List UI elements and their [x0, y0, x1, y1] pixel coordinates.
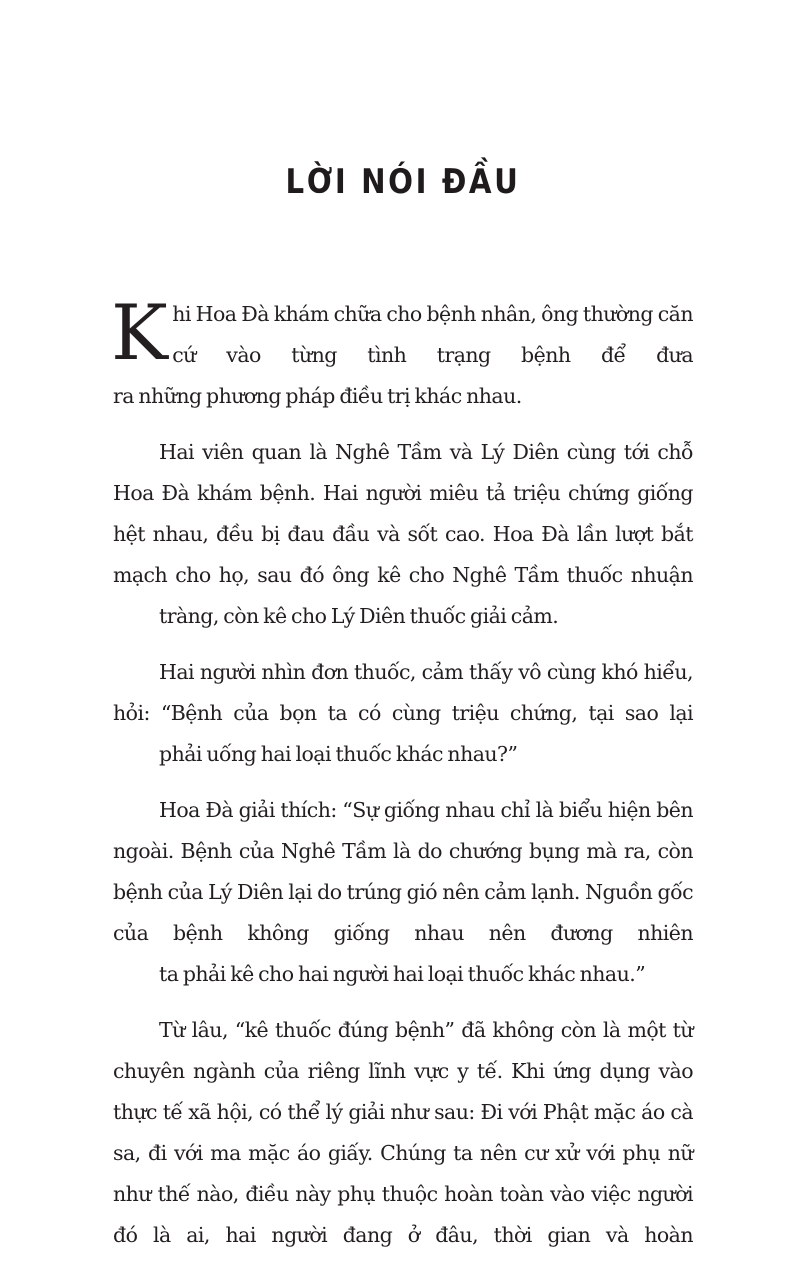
paragraph-text: Hai người nhìn đơn thuốc, cảm thấy vô cùng khó hiểu, hỏi: “Bệnh của bọn ta có cùng triệu chứng, tại sao lại — [113, 660, 693, 725]
paragraph — [113, 652, 693, 775]
intro-paragraph — [111, 288, 693, 417]
paragraph-last-line: tràng, còn kê cho Lý Diên thuốc giải cảm. — [159, 604, 559, 628]
paragraph-text: Từ lâu, “kê thuốc đúng bệnh” đã không còn là một từ chuyên ngành của riêng lĩnh vực y tế. Khi ứng dụng vào thực tế xã hội, có thể lý giải như sau: Đi với Phật mặc áo cà sa, đi với ma mặc áo giấy. Chúng ta nên cư xử với phụ nữ như thế nào, điều này phụ thuộc hoàn toàn vào việc người đó là ai, hai người đang ở đâu, thời gian và hoàn — [113, 1018, 693, 1247]
intro-text: hi Hoa Đà khám chữa cho bệnh nhân, ông thường căn cứ vào từng tình trạng bệnh để đưa — [172, 302, 693, 367]
paragraph-last-line: ta phải kê cho hai người hai loại thuốc khác nhau.” — [159, 962, 646, 986]
paragraph — [113, 1010, 693, 1256]
paragraph-last-line: phải uống hai loại thuốc khác nhau?” — [159, 742, 518, 766]
paragraph-text: Hoa Đà giải thích: “Sự giống nhau chỉ là biểu hiện bên ngoài. Bệnh của Nghê Tầm là do chướng bụng mà ra, còn bệnh của Lý Diên lại do trúng gió nên cảm lạnh. Nguồn gốc của bệnh không giống nhau nên đương nhiên — [113, 798, 693, 945]
paragraph-text: Hai viên quan là Nghê Tầm và Lý Diên cùng tới chỗ Hoa Đà khám bệnh. Hai người miêu tả triệu chứng giống hệt nhau, đều bị đau đầu và sốt cao. Hoa Đà lần lượt bắt mạch cho họ, sau đó ông kê cho Nghê Tầm thuốc nhuận — [113, 440, 693, 587]
body-text — [111, 288, 693, 1271]
intro-last-line: ra những phương pháp điều trị khác nhau. — [113, 384, 522, 408]
drop-cap: K — [111, 288, 168, 377]
paragraph — [113, 432, 693, 637]
page-title: LỜI NÓI ĐẦU — [285, 162, 521, 202]
paragraph — [113, 790, 693, 995]
